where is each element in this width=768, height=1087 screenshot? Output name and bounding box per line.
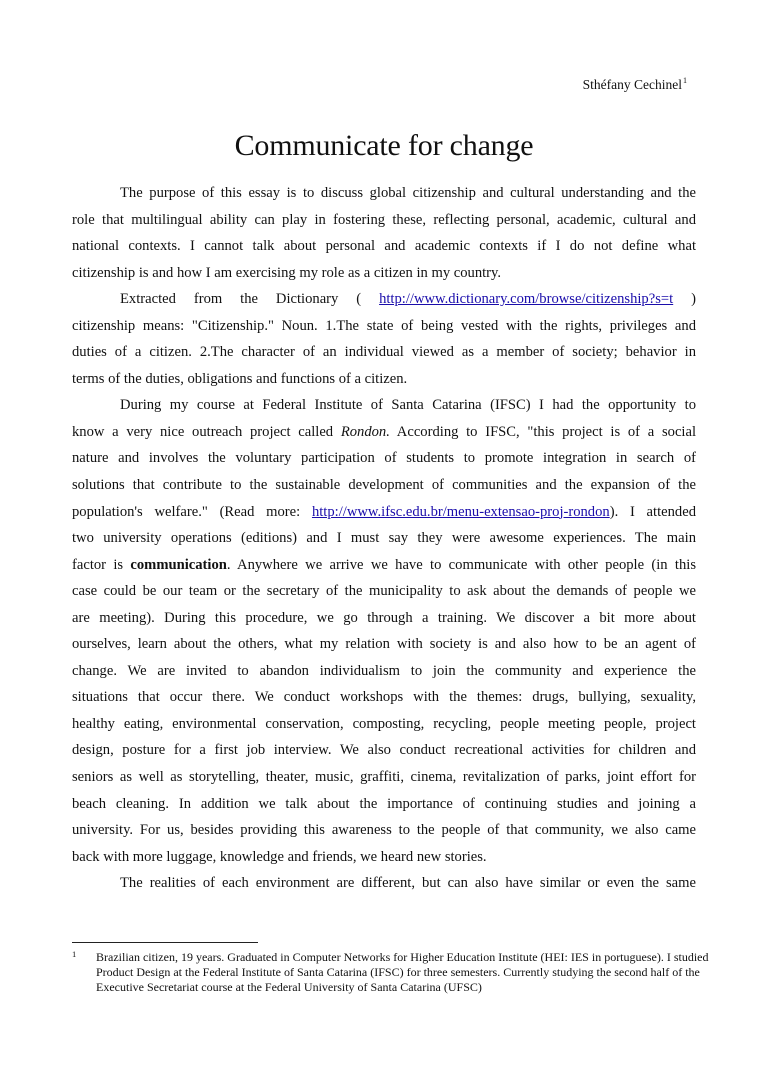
text-line <box>72 286 696 313</box>
text-line <box>72 817 696 844</box>
line-text: Extracted from the Dictionary ( <box>120 291 380 308</box>
text-line <box>72 499 696 526</box>
footnote-text: Brazilian citizen, 19 years. Graduated in Computer Networks for Higher Education Institute (HEI: IES in portuguese). I studied Product Design at the Federal Institute of Santa Catarina (IFSC) for three semesters. Currently studying the second half of the Executive Secretariat course at the Federal University of Santa Catarina (UFSC) <box>96 950 709 995</box>
text-line <box>72 233 696 260</box>
line-text: According to IFSC, "this project is of a social <box>389 423 697 440</box>
line-text: nature and involves the voluntary participation of students to promote integration in search of <box>72 450 696 467</box>
text-line <box>72 313 696 340</box>
text-line <box>72 392 696 419</box>
text-line <box>72 260 696 287</box>
text-line <box>72 445 696 472</box>
line-text: design, posture for a first job interview. We also conduct recreational activities for children and <box>72 742 696 759</box>
text-line <box>72 472 696 499</box>
text-line <box>72 844 696 871</box>
author-name <box>583 73 687 93</box>
line-text: . Anywhere we arrive we have to communicate with other people (in this <box>226 556 697 573</box>
line-text: citizenship means: "Citizenship." Noun. 1.The state of being vested with the rights, privileges and <box>72 317 696 334</box>
text-line <box>72 870 696 897</box>
line-text: During my course at Federal Institute of Santa Catarina (IFSC) I had the opportunity to <box>120 397 696 414</box>
text-line <box>72 366 696 393</box>
line-text: The realities of each environment are different, but can also have similar or even the same <box>120 875 696 892</box>
line-text: beach cleaning. In addition we talk about the importance of continuing studies and joining a <box>72 795 696 812</box>
line-text: national contexts. I cannot talk about personal and academic contexts if I do not define what <box>72 238 696 255</box>
line-text: healthy eating, environmental conservation, composting, recycling, people meeting people, project <box>72 715 696 732</box>
line-text: ). I attended <box>609 503 696 520</box>
text-line <box>72 552 696 579</box>
footnote-mark: 1 <box>72 949 77 959</box>
line-text: seniors as well as storytelling, theater, music, graffiti, cinema, revitalization of parks, joint effort for <box>72 769 696 786</box>
hyperlink[interactable]: http://www.ifsc.edu.br/menu-extensao-proj-rondon <box>311 503 610 520</box>
text-line <box>72 578 696 605</box>
line-text: factor is <box>72 556 131 573</box>
line-text: role that multilingual ability can play in fostering these, reflecting personal, academic, cultural and <box>72 211 696 228</box>
line-text: The purpose of this essay is to discuss global citizenship and cultural understanding and the <box>120 185 696 201</box>
text-line <box>72 737 696 764</box>
line-text: terms of the duties, obligations and functions of a citizen. <box>72 370 408 387</box>
line-text: back with more luggage, knowledge and friends, we heard new stories. <box>72 848 487 865</box>
project-name: Rondon. <box>340 423 390 440</box>
line-text: situations that occur there. We conduct workshops with the themes: drugs, bullying, sexuality, <box>72 689 696 706</box>
author-footnote-mark[interactable]: 1 <box>683 76 687 85</box>
line-text: citizenship is and how I am exercising my role as a citizen in my country. <box>72 264 502 281</box>
line-text: ) <box>673 291 696 308</box>
footnote-separator <box>72 942 258 943</box>
text-line <box>72 684 696 711</box>
line-text: are meeting). During this procedure, we go through a training. We discover a bit more about <box>72 609 696 626</box>
document-title: Communicate for change <box>234 129 534 162</box>
line-text: duties of a citizen. 2.The character of an individual viewed as a member of society; behavior in <box>72 344 696 361</box>
line-text: ourselves, learn about the others, what my relation with society is and also how to be an agent of <box>72 636 696 653</box>
line-text: case could be our team or the secretary of the municipality to ask about the demands of people we <box>72 583 696 600</box>
text-line <box>72 339 696 366</box>
line-text: solutions that contribute to the sustainable development of communities and the expansion of the <box>72 477 696 494</box>
line-text: know a very nice outreach project called <box>72 423 341 440</box>
footnote <box>72 950 712 996</box>
text-line <box>72 764 696 791</box>
text-line <box>72 711 696 738</box>
text-line <box>72 207 696 234</box>
text-line <box>72 419 696 446</box>
text-line <box>72 631 696 658</box>
essay-body <box>72 180 696 897</box>
text-line <box>72 658 696 685</box>
text-line <box>72 525 696 552</box>
line-text: change. We are invited to abandon individualism to join the community and experience the <box>72 662 696 679</box>
author-name-text: Sthéfany Cechinel <box>582 77 682 92</box>
text-line <box>72 605 696 632</box>
emphasized-word: communication <box>130 556 227 573</box>
line-text: university. For us, besides providing this awareness to the people of that community, we also came <box>72 822 696 839</box>
line-text: two university operations (editions) and I must say they were awesome experiences. The main <box>72 530 696 547</box>
line-text: population's welfare." (Read more: <box>72 503 312 520</box>
hyperlink[interactable]: http://www.dictionary.com/browse/citizenship?s=t <box>379 291 674 308</box>
text-line <box>72 791 696 818</box>
text-line <box>72 180 696 207</box>
